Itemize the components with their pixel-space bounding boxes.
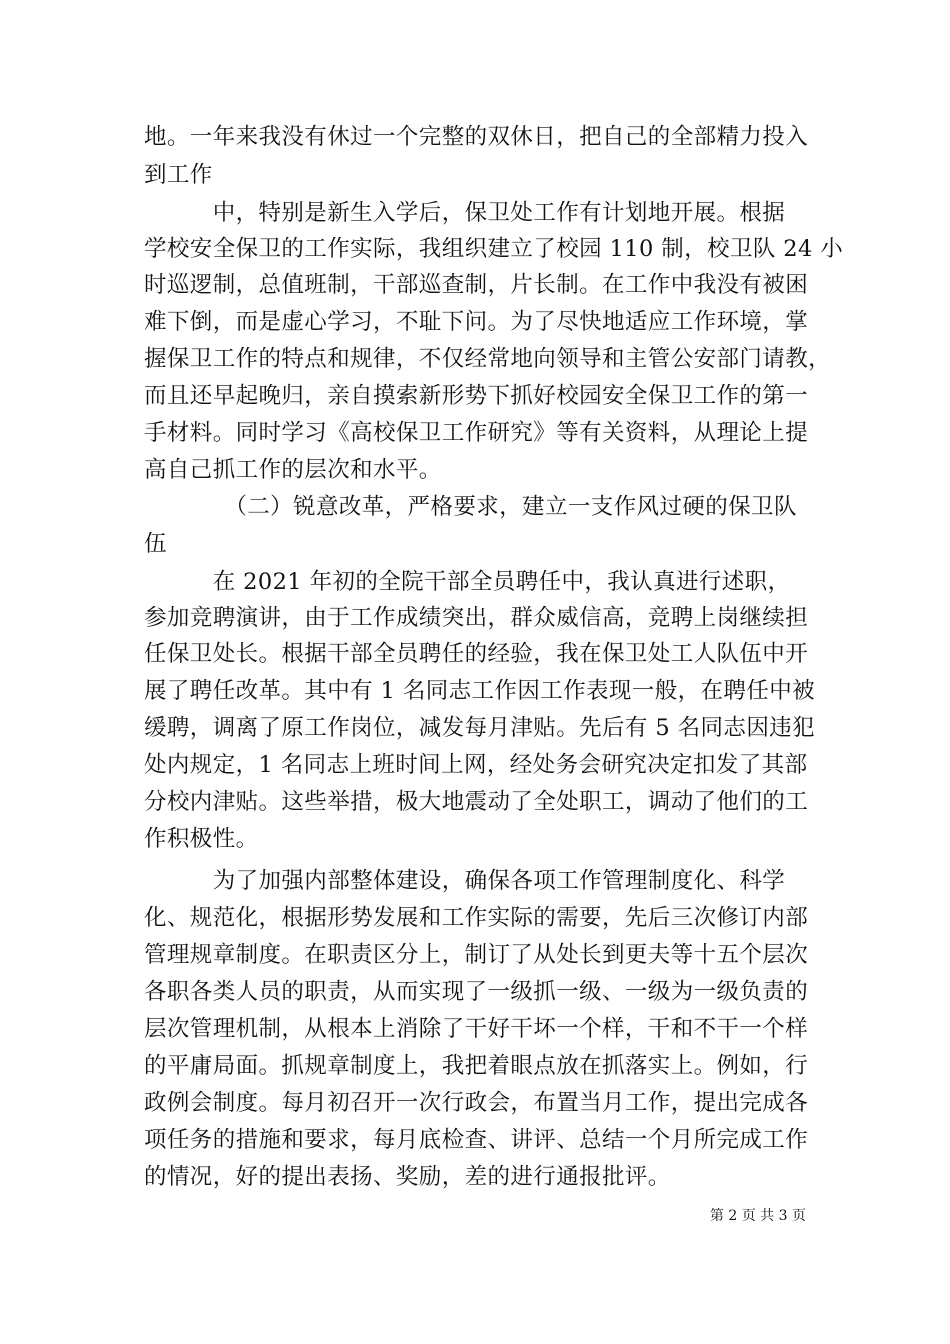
text-line: 参加竞聘演讲，由于工作成绩突出，群众威信高，竞聘上岗继续担	[144, 605, 809, 631]
text-line: 中，特别是新生入学后，保卫处工作有计划地开展。根据	[144, 200, 786, 226]
text-line: 项任务的措施和要求，每月底检查、讲评、总结一个月所完成工作	[144, 1127, 809, 1153]
section-heading: （二）锐意改革，严格要求，建立一支作风过硬的保卫队	[144, 494, 797, 520]
text-line: 政例会制度。每月初召开一次行政会，布置当月工作，提出完成各	[144, 1090, 809, 1116]
text-line: 各职各类人员的职责，从而实现了一级抓一级、一级为一级负责的	[144, 979, 809, 1005]
text-line: 任保卫处长。根据干部全员聘任的经验，我在保卫处工人队伍中开	[144, 641, 809, 667]
text-line: 层次管理机制，从根本上消除了干好干坏一个样，干和不干一个样	[144, 1016, 809, 1042]
text-line: 到工作	[144, 162, 213, 188]
page-number: 第 2 页 共 3 页	[709, 1208, 806, 1224]
text-line: 作积极性。	[144, 826, 259, 852]
text-line: 时巡逻制，总值班制，干部巡查制，片长制。在工作中我没有被困	[144, 272, 809, 298]
text-line: 难下倒，而是虚心学习，不耻下问。为了尽快地适应工作环境，掌	[144, 309, 809, 335]
text-line: 处内规定，1 名同志上班时间上网，经处务会研究决定扣发了其部	[144, 752, 808, 778]
text-line: 展了聘任改革。其中有 1 名同志工作因工作表现一般，在聘任中被	[144, 678, 816, 704]
text-line: 分校内津贴。这些举措，极大地震动了全处职工，调动了他们的工	[144, 789, 809, 815]
text-line: 的情况，好的提出表扬、奖励，差的进行通报批评。	[144, 1164, 671, 1190]
text-line: 地。一年来我没有休过一个完整的双休日，把自己的全部精力投入	[144, 124, 809, 150]
text-line: 缓聘，调离了原工作岗位，减发每月津贴。先后有 5 名同志因违犯	[144, 715, 816, 741]
text-line: 化、规范化，根据形势发展和工作实际的需要，先后三次修订内部	[144, 905, 809, 931]
text-line: 为了加强内部整体建设，确保各项工作管理制度化、科学	[144, 868, 786, 894]
section-heading: 伍	[144, 531, 167, 557]
text-line: 高自己抓工作的层次和水平。	[144, 457, 442, 483]
text-line: 握保卫工作的特点和规律，不仅经常地向领导和主管公安部门请教，	[144, 346, 832, 372]
text-line: 而且还早起晚归，亲自摸索新形势下抓好校园安全保卫工作的第一	[144, 383, 809, 409]
text-line: 在 2021 年初的全院干部全员聘任中，我认真进行述职，	[144, 569, 791, 595]
text-line: 的平庸局面。抓规章制度上，我把着眼点放在抓落实上。例如，行	[144, 1053, 809, 1079]
text-line: 手材料。同时学习《高校保卫工作研究》等有关资料，从理论上提	[144, 420, 809, 446]
text-line: 学校安全保卫的工作实际，我组织建立了校园 110 制，校卫队 24 小	[144, 236, 844, 262]
text-line: 管理规章制度。在职责区分上，制订了从处长到更夫等十五个层次	[144, 942, 809, 968]
